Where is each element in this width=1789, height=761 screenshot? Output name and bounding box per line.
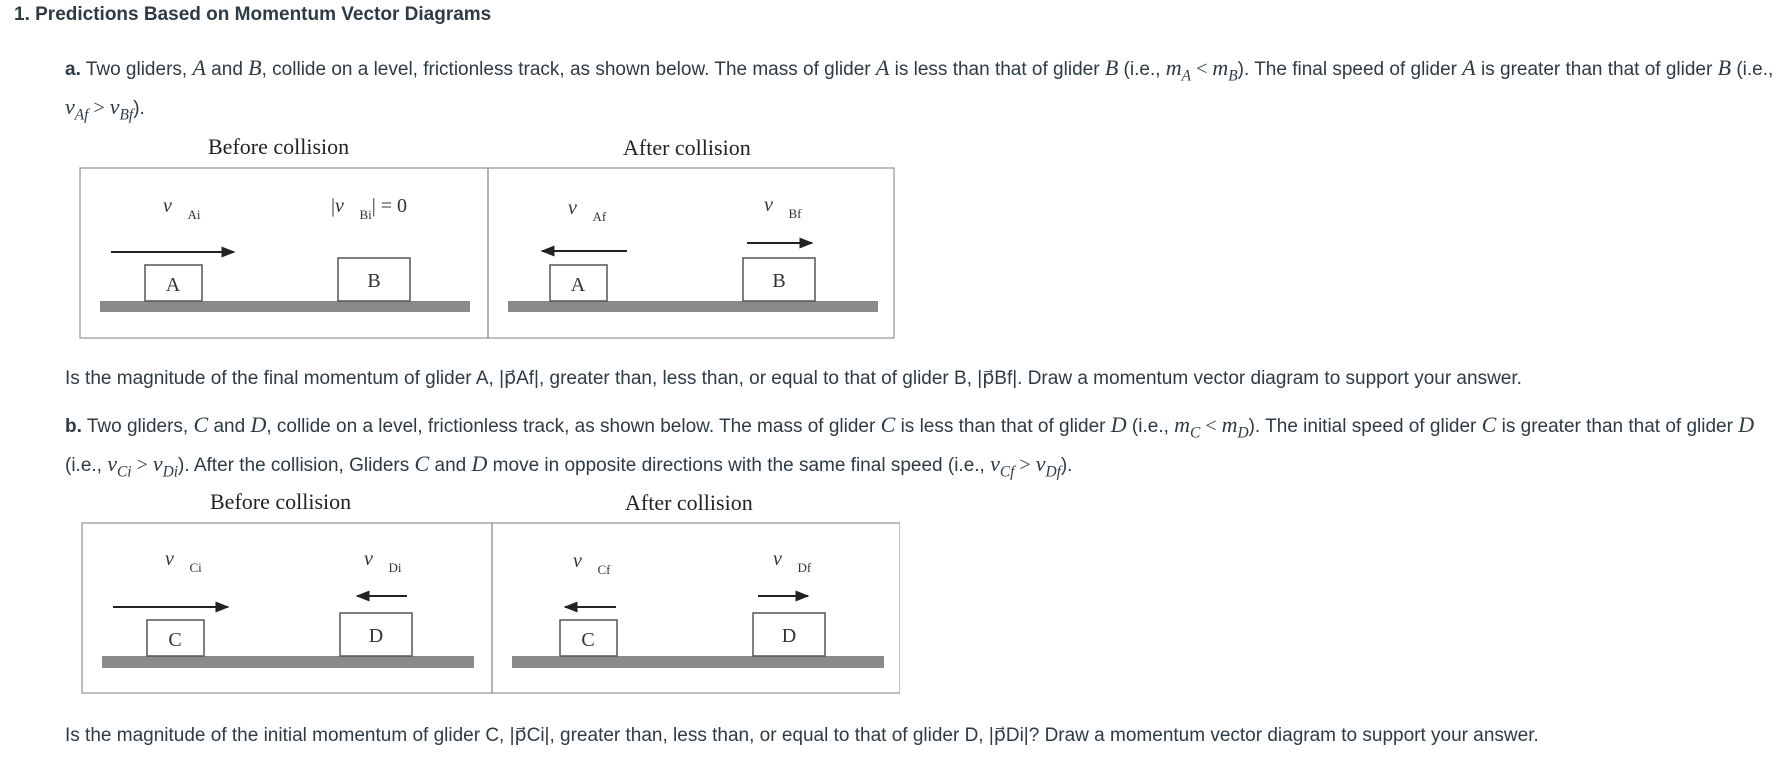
velocity-label-ai: $v⃗_{Ai}$ <box>163 195 201 222</box>
figure-a-diagram <box>78 130 898 340</box>
velocity-label-di: $v⃗_{Di}$ <box>364 548 402 575</box>
glider-d-after-label: D <box>781 625 797 647</box>
figure-a-after-caption: After collision <box>623 135 751 160</box>
velocity-label-bi: $|v⃗_{Bi}| = 0$ <box>331 195 408 222</box>
glider-b-after-label: B <box>772 270 786 292</box>
velocity-label-bf: $v⃗_{Bf}$ <box>764 194 802 221</box>
section-heading: 1. Predictions Based on Momentum Vector Diagrams <box>14 4 492 25</box>
figure-b-after-caption: After collision <box>625 490 753 515</box>
part-a-label: a. <box>65 59 81 80</box>
track-before <box>102 656 474 668</box>
figure-a <box>78 130 898 340</box>
figure-b-diagram <box>80 485 900 695</box>
figure-b <box>80 485 900 695</box>
velocity-label-df: $v⃗_{Df}$ <box>773 548 812 575</box>
part-a-text: a. Two gliders, A and B, collide on a level, frictionless track, as shown below. The mass of glider A is less than that of glider B (i.e., $m_A < m_B$). The final speed of glider A is greater than that of glider B (i.e., $v_{Af} > v_{Bf}$). <box>65 55 1774 124</box>
part-a-question: Is the magnitude of the final momentum of glider A, |p⃗Af|, greater than, less than, or equal to that of glider B, |p⃗Bf|. Draw a momentum vector diagram to support your answer. <box>65 368 1522 389</box>
glider-c-after-label: C <box>581 629 595 651</box>
after-panel <box>488 168 894 338</box>
part-b-label: b. <box>65 416 82 437</box>
part-b-question: Is the magnitude of the initial momentum of glider C, |p⃗Ci|, greater than, less than, or equal to that of glider D, |p⃗Di|? Draw a momentum vector diagram to support your answer. <box>65 725 1539 746</box>
track-after <box>508 301 878 312</box>
glider-a-after-label: A <box>570 274 586 296</box>
glider-c-before-label: C <box>168 629 182 651</box>
track-after <box>512 656 884 668</box>
velocity-label-af: $v⃗_{Af}$ <box>568 197 607 224</box>
figure-b-before-caption: Before collision <box>210 489 352 514</box>
glider-d-before-label: D <box>368 625 384 647</box>
glider-a-before-label: A <box>165 274 181 296</box>
figure-a-before-caption: Before collision <box>208 134 350 159</box>
track-before <box>100 301 470 312</box>
part-b-text: b. Two gliders, C and D, collide on a level, frictionless track, as shown below. The mass of glider C is less than that of glider D (i.e., $m_C < m_D$). The initial speed of glider C is greater than that of glider D (i.e., $v_{Ci} > v_{Di}$). After the collision, Gliders C and D move in opposite directions with the same final speed (i.e., $v_{Cf} > v_{Df}$). <box>65 412 1755 481</box>
velocity-label-ci: $v⃗_{Ci}$ <box>165 548 202 575</box>
velocity-label-cf: $v⃗_{Cf}$ <box>573 550 611 577</box>
glider-b-before-label: B <box>367 270 381 292</box>
